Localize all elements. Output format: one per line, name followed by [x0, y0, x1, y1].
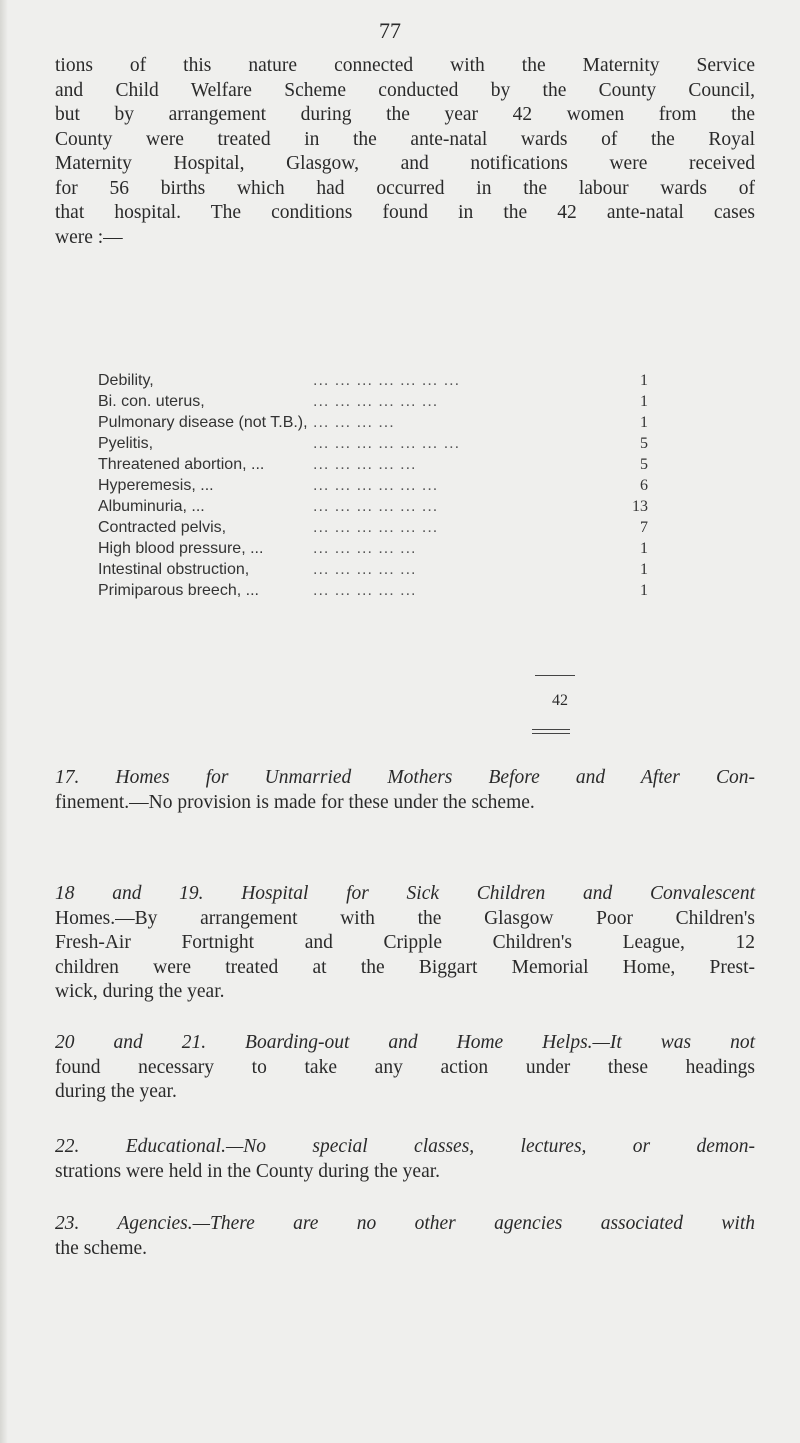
table-row — [98, 496, 648, 517]
section-22-paragraph — [55, 1135, 755, 1184]
condition-label: Pulmonary disease (not T.B.), — [98, 414, 308, 431]
table-total: 42 — [552, 692, 568, 709]
condition-count: 1 — [640, 414, 648, 431]
section-17-paragraph — [55, 766, 755, 815]
section-heading-line: 23. Agencies.—There are no other agencies associated with — [55, 1213, 755, 1234]
text-line: were :— — [55, 226, 123, 248]
text-line: County were treated in the ante-natal wards of the Royal — [55, 128, 755, 150]
table-row — [98, 433, 648, 454]
leader-dots: ... ... ... ... ... ... — [313, 393, 439, 410]
leader-dots: ... ... ... ... ... ... ... — [313, 372, 461, 389]
text-line: found necessary to take any action under these headings — [55, 1056, 755, 1078]
section-20-21-paragraph — [55, 1031, 755, 1105]
condition-count: 1 — [640, 582, 648, 599]
text-line: the scheme. — [55, 1237, 148, 1259]
condition-count: 1 — [640, 372, 648, 389]
leader-dots: ... ... ... ... ... ... — [313, 498, 439, 515]
leader-dots: ... ... ... ... ... ... — [313, 477, 439, 494]
condition-label: Bi. con. uterus, — [98, 393, 205, 410]
table-row — [98, 391, 648, 412]
text-line: tions of this nature connected with the Maternity Service — [55, 55, 755, 76]
leader-dots: ... ... ... ... ... — [313, 456, 417, 473]
table-row — [98, 412, 648, 433]
section-heading-line: 22. Educational.—No special classes, lectures, or demon- — [55, 1136, 755, 1157]
text-line: during the year. — [55, 1081, 177, 1102]
condition-label: Pyelitis, — [98, 435, 154, 452]
page-number: 77 — [379, 18, 401, 43]
text-line: and Child Welfare Scheme conducted by the County Council, — [55, 79, 755, 101]
condition-count: 7 — [640, 519, 648, 536]
intro-paragraph — [55, 54, 755, 250]
text-line: Homes.—By arrangement with the Glasgow Poor Children's — [55, 907, 755, 929]
condition-label: Primiparous breech, ... — [98, 582, 259, 599]
condition-label: High blood pressure, ... — [98, 540, 264, 557]
condition-count: 6 — [640, 477, 648, 494]
text-line: Maternity Hospital, Glasgow, and notifications were received — [55, 153, 755, 174]
text-line: strations were held in the County during the year. — [55, 1160, 441, 1182]
leader-dots: ... ... ... ... ... — [313, 540, 417, 557]
table-row — [98, 517, 648, 538]
condition-count: 1 — [640, 540, 648, 557]
text-line: wick, during the year. — [55, 981, 225, 1002]
table-row — [98, 475, 648, 496]
text-line: finement.—No provision is made for these under the scheme. — [55, 791, 535, 813]
text-line: that hospital. The conditions found in the 42 ante-natal cases — [55, 202, 755, 223]
table-row — [98, 580, 648, 601]
condition-label: Contracted pelvis, — [98, 519, 227, 536]
condition-count: 5 — [640, 435, 648, 452]
condition-count: 1 — [640, 561, 648, 578]
table-row — [98, 559, 648, 580]
page-edge-shadow — [0, 0, 8, 1443]
condition-label: Albuminuria, ... — [98, 498, 205, 515]
leader-dots: ... ... ... ... ... — [313, 561, 417, 578]
section-18-19-paragraph — [55, 882, 755, 1005]
conditions-table — [98, 370, 648, 601]
condition-label: Intestinal obstruction, — [98, 561, 250, 578]
text-line: Fresh-Air Fortnight and Cripple Children's League, 12 — [55, 932, 755, 953]
table-row — [98, 454, 648, 475]
text-line: but by arrangement during the year 42 women from the — [55, 104, 755, 125]
leader-dots: ... ... ... ... ... — [313, 582, 417, 599]
section-23-paragraph — [55, 1212, 755, 1261]
leader-dots: ... ... ... ... ... ... — [313, 519, 439, 536]
condition-count: 5 — [640, 456, 648, 473]
condition-count: 1 — [640, 393, 648, 410]
condition-label: Debility, — [98, 372, 154, 389]
table-row — [98, 538, 648, 559]
condition-label: Hyperemesis, ... — [98, 477, 214, 494]
table-row — [98, 370, 648, 391]
text-line: children were treated at the Biggart Memorial Home, Prest- — [55, 956, 755, 978]
total-double-rule — [532, 729, 570, 734]
condition-count: 13 — [632, 498, 648, 515]
total-rule — [535, 675, 575, 676]
section-heading-line: 17. Homes for Unmarried Mothers Before and After Con- — [55, 767, 755, 788]
leader-dots: ... ... ... ... — [313, 414, 395, 431]
section-heading-line: 18 and 19. Hospital for Sick Children and Convalescent — [55, 883, 755, 904]
condition-label: Threatened abortion, ... — [98, 456, 265, 473]
leader-dots: ... ... ... ... ... ... ... — [313, 435, 461, 452]
text-line: for 56 births which had occurred in the labour wards of — [55, 177, 755, 199]
section-heading-line: 20 and 21. Boarding-out and Home Helps.—It was not — [55, 1032, 755, 1053]
